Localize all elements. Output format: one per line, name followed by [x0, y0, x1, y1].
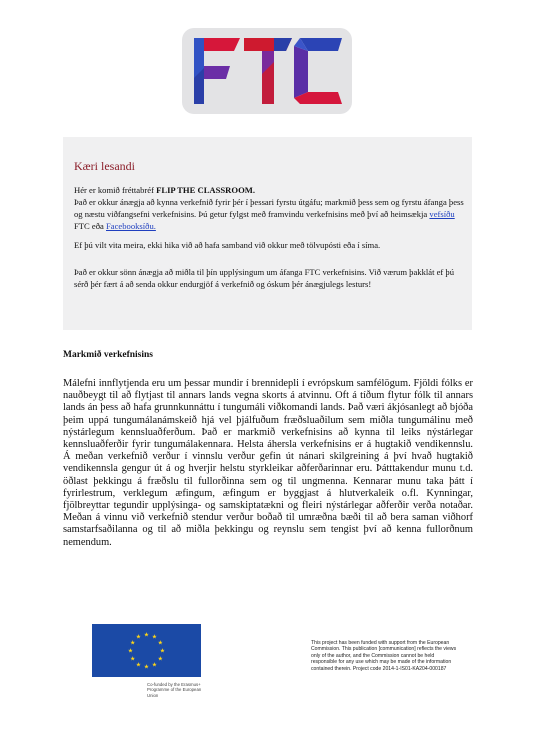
- eu-star-icon: ★: [135, 634, 142, 641]
- eu-stars: [92, 624, 201, 677]
- feedback-paragraph: Það er okkur sönn ánægja að miðla til þín upplýsingum um áfanga FTC verkefnisins. Við værum þakklát ef þú sérð þér fært á að senda okkur endurgjöf á verkefnið og óskum þér ánægjulegs lesturs!: [74, 267, 455, 290]
- eu-funding-logo: [92, 624, 201, 711]
- intro-paragraph: [74, 196, 469, 233]
- contact-paragraph: Ef þú vilt vita meira, ekki hika við að hafa samband við okkur með tölvupósti eða í síma.: [74, 240, 381, 250]
- facebook-link[interactable]: Facebooksíðu.: [106, 221, 156, 232]
- eu-star-icon: ★: [129, 640, 136, 647]
- website-link[interactable]: vefsíðu: [429, 209, 455, 220]
- eu-star-icon: ★: [157, 640, 164, 647]
- letter-box: [63, 137, 472, 330]
- ftc-logo-graphic: [182, 28, 352, 114]
- eu-star-icon: ★: [157, 656, 164, 663]
- newsletter-title: FLIP THE CLASSROOM.: [156, 185, 256, 195]
- eu-star-icon: ★: [159, 648, 166, 655]
- eu-flag-icon: [92, 624, 201, 677]
- eu-star-icon: ★: [127, 648, 134, 655]
- section-title: Markmið verkefnisins: [63, 350, 153, 360]
- intro-line: [74, 184, 466, 196]
- eu-star-icon: ★: [135, 662, 142, 669]
- eu-star-icon: ★: [143, 632, 150, 639]
- eu-star-icon: ★: [129, 656, 136, 663]
- funding-disclaimer: This project has been funded with support from the European Commission. This publication [communication] reflects the views only of the author, and the Commission cannot be held responsible for any use which may be made of the information contained therein. Project code 2014-1-IS01-KA204-000187: [311, 640, 457, 672]
- eu-star-icon: ★: [143, 664, 150, 671]
- eu-caption: Co-funded by the Erasmus+ Programme of the European Union: [147, 682, 202, 698]
- ftc-logo: [182, 28, 352, 114]
- greeting-heading: Kæri lesandi: [74, 159, 135, 173]
- eu-star-icon: ★: [151, 634, 158, 641]
- eu-star-icon: ★: [151, 662, 158, 669]
- intro-paragraph-text: Það er okkur ánægja að kynna verkefnið fyrir þér í þessari fyrstu útgáfu; markmið þess sem og fyrstu áfanga þess og næstu viðfangsefni verkefnisins. Þú getur fylgst með framvindu verkefnisins með því að heimsækja: [74, 197, 464, 220]
- intro-paragraph-mid: FTC eða: [74, 221, 104, 232]
- intro-prefix: Hér er komið fréttabréf: [74, 185, 154, 195]
- section-body: Málefni innflytjenda eru um þessar mundir í brennidepli í evrópskum samfélögum. Fjöldi fólks er nauðbeygt til að flytjast til annars lands vegna skorts á atvinnu. Oft á tíðum flytur fólk til annars lands án þess að hafa grunnkunnáttu í tungumáli viðkomandi lands. Það væri ákjósanlegt að bjóða þeim uppá tungumálanámskeið hjá vel þjálfuðum fræðsluaðilum sem miðla tungumálinu með nýstárlegum kennsluaðferðum. Það er markmið verkefnisins að kynna til leiks nýstárlegar kennsluaðferðir fyrir tungumálakennara. Helsta áhersla verkefnisins er á hugtakið vendikennslu. Á meðan verkefnið verður í vinnslu verður gefin út nánari skilgreining á því hvað hugtakið vendikennsla gengur út á og hverjir helstu styrkleikar aðferðarinnar eru. Þátttakendur munu t.d. öðlast þekkingu á fræðslu til fullorðinna sem og til ungmenna. Kennarar munu taka þátt í fyrirlestrum, verklegum æfingum, æfingum er byggjast á hlutverkaleik o.fl. Kynningar, fjölbreyttar tegundir upplýsinga- og samskiptatækni og fleiri nýstárlegar aðferðir verða notaðar. Meðan á vinnu við verkefnið stendur verður boðað til umræðna bæði til að bera saman viðhorf samstarfsaðilanna og til að miðla þekkingu og reynslu sem tengist því að kenna fullorðnum nemendum.: [63, 378, 473, 548]
